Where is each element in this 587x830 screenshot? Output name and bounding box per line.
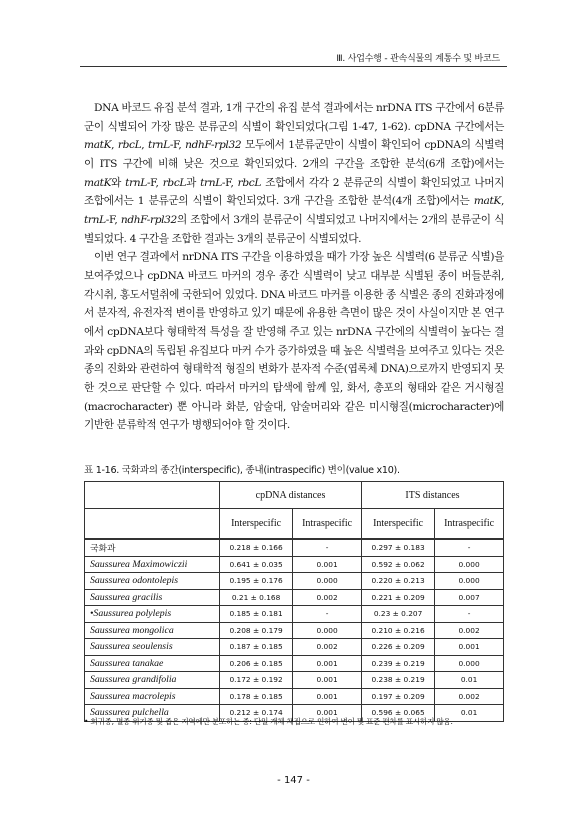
page-number: - 147 - — [277, 775, 310, 786]
gene-name: rbcL — [162, 176, 187, 189]
species-name-cell: 국화과 — [85, 539, 220, 556]
table-sub-header-row — [85, 509, 504, 540]
value-cell: 0.195 ± 0.176 — [220, 573, 293, 590]
table-row — [85, 556, 504, 573]
paragraph — [84, 248, 504, 435]
value-cell: 0.197 ± 0.209 — [361, 688, 434, 705]
gene-name: matK — [473, 195, 501, 208]
value-cell: 0.221 ± 0.209 — [361, 589, 434, 606]
table-row — [85, 639, 504, 656]
value-cell: 0.212 ± 0.174 — [220, 705, 293, 722]
header-divider — [80, 66, 507, 67]
value-cell: 0.178 ± 0.185 — [220, 688, 293, 705]
value-cell: - — [293, 606, 362, 623]
text-run: -F, — [105, 213, 121, 226]
text-run: 모두에서 1분류군만이 식별이 확인되어 cpDNA의 식별력이 ITS 구간에 비해 낮은 것으로 확인되었다. 2개의 구간을 조합한 분석(6개 조합)에서는 — [84, 139, 504, 170]
gene-name: ndhF-rpl32 — [185, 139, 242, 152]
value-cell: 0.002 — [435, 622, 504, 639]
text-run: -F, — [169, 139, 186, 152]
table-corner-cell — [85, 509, 220, 540]
value-cell: 0.000 — [293, 622, 362, 639]
value-cell: 0.206 ± 0.185 — [220, 655, 293, 672]
value-cell: 0.641 ± 0.035 — [220, 556, 293, 573]
value-cell: 0.23 ± 0.207 — [361, 606, 434, 623]
value-cell: 0.001 — [293, 655, 362, 672]
cpdna-group-header: cpDNA distances — [220, 482, 362, 509]
its-group-header: ITS distances — [361, 482, 503, 509]
column-header: Interspecific — [361, 509, 434, 540]
value-cell: 0.001 — [293, 688, 362, 705]
gene-name: rbcL — [237, 176, 262, 189]
species-name-cell: Saussurea Maximowiczii — [85, 556, 220, 573]
species-name-cell: Saussurea pulchella — [85, 705, 220, 722]
value-cell: 0.210 ± 0.216 — [361, 622, 434, 639]
value-cell: 0.001 — [293, 556, 362, 573]
value-cell: - — [293, 539, 362, 556]
species-name-cell: Saussurea gracilis — [85, 589, 220, 606]
table-group-header-row — [85, 482, 504, 509]
value-cell: 0.220 ± 0.213 — [361, 573, 434, 590]
table-row — [85, 688, 504, 705]
table-row — [85, 622, 504, 639]
gene-name: rbcL — [117, 139, 142, 152]
species-name-cell: Saussurea macrolepis — [85, 688, 220, 705]
value-cell: 0.007 — [435, 589, 504, 606]
value-cell: 0.000 — [435, 556, 504, 573]
value-cell: 0.21 ± 0.168 — [220, 589, 293, 606]
species-name-cell: Saussurea seoulensis — [85, 639, 220, 656]
table-row — [85, 655, 504, 672]
column-header: Interspecific — [220, 509, 293, 540]
species-name-cell: Saussurea tanakae — [85, 655, 220, 672]
value-cell: - — [435, 539, 504, 556]
gene-name: trnL — [125, 176, 147, 189]
value-cell: 0.01 — [435, 672, 504, 689]
paragraph — [84, 99, 504, 248]
text-run: , — [141, 139, 149, 152]
value-cell: 0.000 — [435, 655, 504, 672]
column-header: Intraspecific — [435, 509, 504, 540]
gene-name: ndhF-rpl32 — [120, 213, 177, 226]
value-cell: 0.187 ± 0.185 — [220, 639, 293, 656]
text-run: 와 — [111, 176, 126, 189]
text-run: , — [500, 195, 504, 208]
value-cell: 0.592 ± 0.062 — [361, 556, 434, 573]
value-cell: 0.001 — [293, 672, 362, 689]
species-name-cell: Saussurea mongolica — [85, 622, 220, 639]
gene-name: matK — [84, 139, 112, 152]
table-row — [85, 672, 504, 689]
gene-name: trnL — [148, 139, 170, 152]
body-text — [84, 99, 504, 435]
table-row — [85, 606, 504, 623]
text-run: -F, — [221, 176, 238, 189]
value-cell: 0.000 — [293, 573, 362, 590]
value-cell: 0.208 ± 0.179 — [220, 622, 293, 639]
text-run: , — [111, 139, 118, 152]
value-cell: 0.218 ± 0.166 — [220, 539, 293, 556]
value-cell: 0.001 — [293, 705, 362, 722]
text-run: 이번 연구 결과에서 nrDNA ITS 구간을 이용하였을 때가 가장 높은 식별력(6 분류군 식별)을 보여주었으나 cpDNA 바코드 마커의 경우 종간 식별력이 낮고 대부분 식별된 종이 버들분취, 각시취, 홍도서덜취에 국한되어 있었다. DNA 바코드 마커를 이용한 종 식별은 종의 진화과정에서 분자적, 유전자적 변이를 반영하고 있기 때문에 유용한 측면이 많은 것이 사실이지만 본 연구에서 cpDNA보다 형태학적 특성을 잘 반영해 주고 있는 nrDNA 구간에의 식별력이 높다는 결과와 cpDNA의 독립된 유집보다 마커 수가 증가하였을 때 높은 식별력을 보여주고 있다는 것은 종의 진화와 관련하여 형태학적 형질의 변화가 분자적 수준(엽록체 DNA)으로까지 반영되지 못한 것으로 판단할 수 있다. 따라서 마커의 탐색에 함께 잎, 화서, 총포의 형태와 같은 거시형질(macrocharacter) 뿐 아니라 화분, 암술대, 암술머리와 같은 미시형질(microcharacter)에 기반한 분류학적 연구가 병행되어야 할 것이다. — [84, 251, 504, 432]
species-name-cell: Saussurea odontolepis — [85, 573, 220, 590]
text-run: DNA 바코드 유집 분석 결과, 1개 구간의 유집 분석 결과에서는 nrDNA ITS 구간에서 6분류군이 식별되어 가장 많은 분류군의 식별이 확인되었다(그림 1-47, 1-62). cpDNA 구간에서는 — [84, 102, 504, 133]
value-cell: 0.239 ± 0.219 — [361, 655, 434, 672]
value-cell: 0.185 ± 0.181 — [220, 606, 293, 623]
value-cell: 0.596 ± 0.065 — [361, 705, 434, 722]
running-header: Ⅲ. 사업수행 - 관속식물의 계통수 및 바코드 — [336, 54, 500, 64]
text-run: 과 — [186, 176, 201, 189]
value-cell: 0.000 — [435, 573, 504, 590]
text-run: -F, — [146, 176, 163, 189]
value-cell: 0.002 — [293, 589, 362, 606]
table-row — [85, 589, 504, 606]
table-row — [85, 539, 504, 556]
value-cell: 0.172 ± 0.192 — [220, 672, 293, 689]
value-cell: 0.002 — [293, 639, 362, 656]
column-header: Intraspecific — [293, 509, 362, 540]
gene-name: matK — [84, 176, 112, 189]
gene-name: trnL — [200, 176, 222, 189]
value-cell: 0.226 ± 0.209 — [361, 639, 434, 656]
text-run: 의 조합에서 3개의 분류군이 식별되었고 나머지에서는 2개의 분류군이 식별되었다. 4 구간을 조합한 결과는 3개의 분류군이 식별되었다. — [84, 213, 504, 245]
table-row — [85, 573, 504, 590]
table-corner-cell — [85, 482, 220, 509]
gene-name: trnL — [84, 213, 106, 226]
value-cell: - — [435, 606, 504, 623]
value-cell: 0.01 — [435, 705, 504, 722]
table-footnote: • 희귀종, 멸종 위기종 및 좁은 지역에만 분포하는 종: 단일 개체 채집으로 인하여 변이 및 표준 편차를 표시하지 않음. — [84, 717, 453, 726]
value-cell: 0.238 ± 0.219 — [361, 672, 434, 689]
value-cell: 0.001 — [435, 639, 504, 656]
value-cell: 0.297 ± 0.183 — [361, 539, 434, 556]
species-name-cell: •Saussurea polylepis — [85, 606, 220, 623]
species-name-cell: Saussurea grandifolia — [85, 672, 220, 689]
text-run: 조합에서 각각 2 분류군의 식별이 확인되었고 나머지 조합에서는 1 분류군의 식별이 확인되었다. 3개 구간을 조합한 분석(4개 조합)에서는 — [84, 176, 504, 208]
value-cell: 0.002 — [435, 688, 504, 705]
table-caption: 표 1-16. 국화과의 종간(interspecific), 종내(intraspecific) 변이(value x10). — [84, 465, 400, 476]
distance-table — [84, 481, 504, 722]
